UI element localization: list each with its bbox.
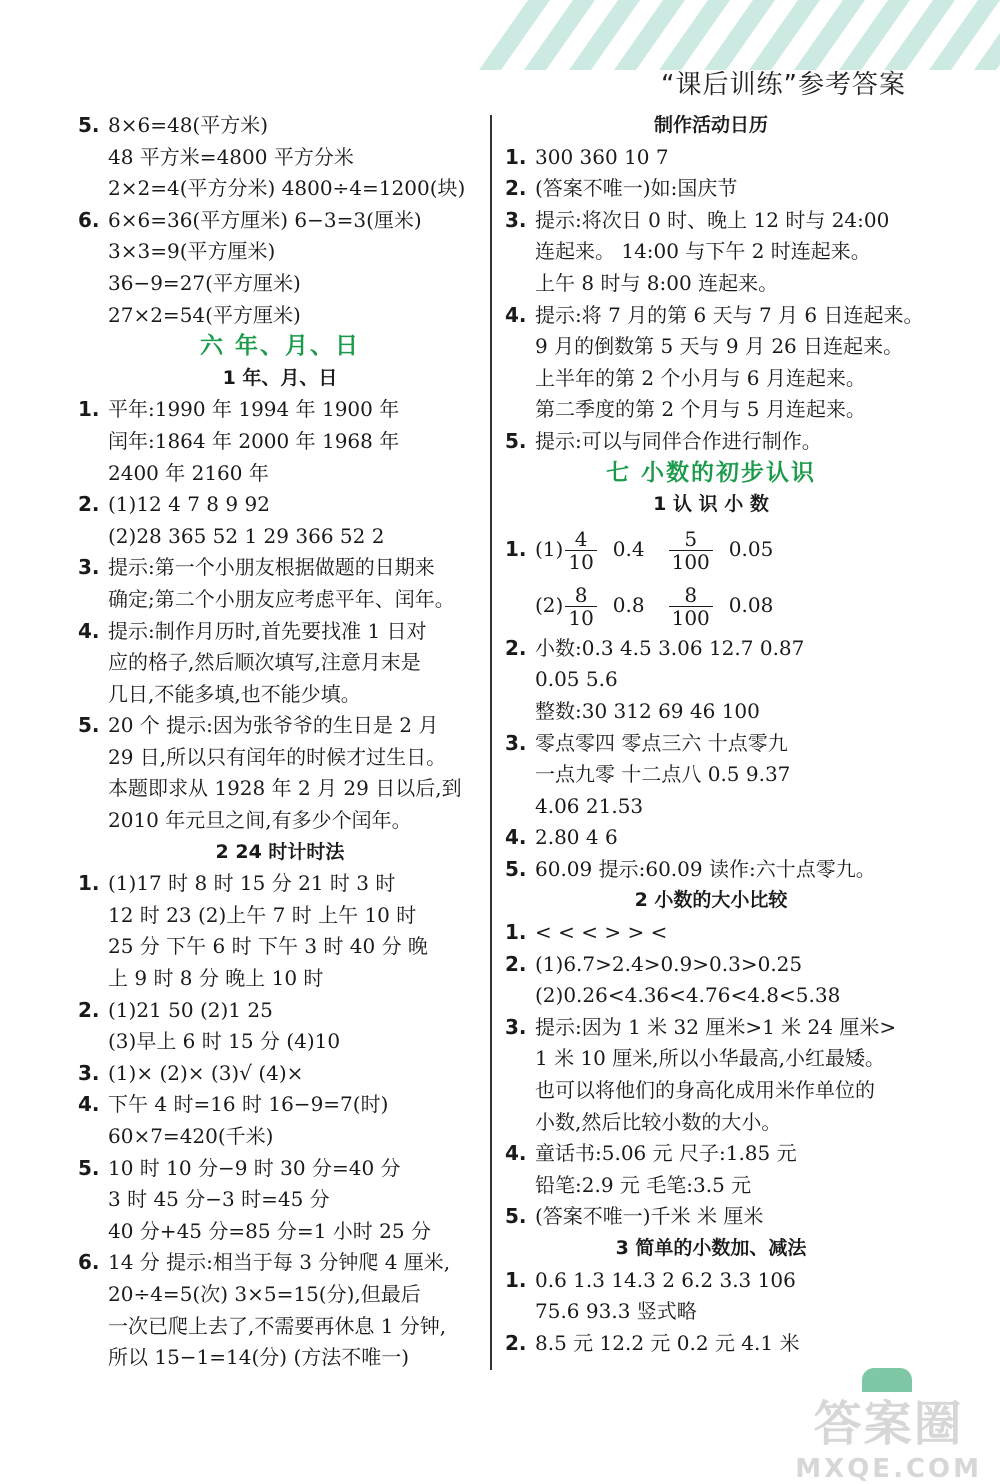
- item-number: 6.: [78, 1250, 100, 1275]
- answer-continuation: [78, 268, 482, 300]
- answer-item: [78, 1058, 482, 1090]
- item-number: 1.: [505, 1267, 527, 1292]
- item-number: 3.: [505, 207, 527, 232]
- section-heading: 1 年、月、日: [222, 366, 338, 389]
- answer-continuation: [505, 664, 917, 696]
- item-number: 4.: [78, 1092, 100, 1117]
- item-text: 48 平方米=4800 平方分米: [108, 144, 354, 169]
- answer-continuation: [78, 1342, 482, 1374]
- answer-continuation: [78, 426, 482, 458]
- item-text: (1)12 4 7 8 9 92: [108, 492, 270, 517]
- item-text: 60×7=420(千米): [108, 1124, 274, 1148]
- section-heading: 3 简单的小数加、减法: [615, 1237, 807, 1259]
- item-text: 应的格子,然后顺次填写,注意月末是: [108, 650, 421, 675]
- fraction-prefix: (1): [535, 536, 564, 561]
- item-text: (1)17 时 8 时 15 分 21 时 3 时: [108, 871, 396, 896]
- answer-item: [78, 616, 482, 648]
- fraction-numerator: 4: [565, 528, 596, 551]
- fraction-numerator: 8: [565, 584, 596, 607]
- answer-continuation: [78, 458, 482, 490]
- column-divider: [490, 115, 492, 1370]
- answer-item: [78, 394, 482, 426]
- answer-continuation: [505, 236, 917, 268]
- item-text: 40 分+45 分=85 分=1 小时 25 分: [108, 1218, 431, 1243]
- answer-continuation: [505, 1296, 917, 1328]
- fraction-denominator: 10: [568, 605, 594, 630]
- section-heading: 2 24 时计时法: [215, 840, 345, 863]
- item-text: 小数,然后比较小数的大小。: [535, 1109, 782, 1134]
- item-number: 2.: [505, 176, 527, 201]
- item-number: 3.: [78, 1060, 100, 1085]
- answer-continuation: [78, 931, 482, 963]
- answer-item: [505, 577, 917, 633]
- item-text: 上午 8 时与 8:00 连起来。: [535, 270, 779, 295]
- answer-item: [505, 1328, 917, 1360]
- answer-item: [505, 633, 917, 665]
- item-number: 5.: [78, 1155, 100, 1180]
- item-text: 铅笔:2.9 元 毛笔:3.5 元: [535, 1172, 752, 1197]
- answer-item: [78, 1089, 482, 1121]
- item-text: 整数:30 312 69 46 100: [535, 698, 760, 723]
- chapter-heading: 六 年、月、日: [199, 333, 360, 360]
- answer-item: [78, 1153, 482, 1185]
- item-text: 所以 15−1=14(分) (方法不唯一): [108, 1345, 410, 1370]
- item-number: 4.: [505, 825, 527, 850]
- item-text: (2)28 365 52 1 29 366 52 2: [108, 523, 385, 548]
- header-decoration: [470, 0, 1000, 70]
- item-text: 本题即求从 1928 年 2 月 29 日以后,到: [108, 776, 462, 801]
- item-text: 27×2=54(平方厘米): [108, 302, 301, 327]
- item-text: 提示:第一个小朋友根据做题的日期来: [108, 555, 435, 580]
- item-text: 几日,不能多填,也不能少填。: [108, 681, 361, 706]
- answer-item: [78, 710, 482, 742]
- answer-item: [78, 995, 482, 1027]
- item-text: (3)早上 6 时 15 分 (4)10: [108, 1029, 341, 1054]
- answer-continuation: [78, 805, 482, 837]
- item-number: 2.: [78, 997, 100, 1022]
- item-text: 10 时 10 分−9 时 30 分=40 分: [108, 1155, 401, 1180]
- answer-continuation: [78, 1216, 482, 1248]
- answer-item: [78, 110, 482, 142]
- answer-continuation: [78, 679, 482, 711]
- answer-continuation: [505, 1170, 917, 1202]
- item-text: 60.09 提示:60.09 读作:六十点零九。: [535, 856, 876, 881]
- answer-item: [505, 728, 917, 760]
- item-text: 平年:1990 年 1994 年 1900 年: [108, 397, 400, 422]
- item-text: 上 9 时 8 分 晚上 10 时: [108, 966, 324, 991]
- answer-continuation: [505, 1075, 917, 1107]
- fraction: [565, 584, 596, 629]
- item-text: 20÷4=5(次) 3×5=15(分),但最后: [108, 1281, 421, 1306]
- item-number: 6.: [78, 207, 100, 232]
- answer-item: [78, 489, 482, 521]
- answer-item: [505, 300, 924, 332]
- item-text: 确定;第二个小朋友应考虑平年、闰年。: [108, 586, 455, 611]
- fraction-numerator: 5: [669, 528, 713, 551]
- answer-item: [78, 868, 482, 900]
- item-text: 2400 年 2160 年: [108, 460, 269, 485]
- item-text: < < < > > <: [535, 920, 668, 945]
- item-text: (2)0.26<4.36<4.76<4.8<5.38: [535, 983, 841, 1008]
- item-text: 3 时 45 分−3 时=45 分: [108, 1187, 330, 1212]
- item-number: 3.: [505, 730, 527, 755]
- answer-item: [78, 552, 482, 584]
- answer-continuation: [505, 331, 917, 363]
- item-text: 闰年:1864 年 2000 年 1968 年: [108, 428, 400, 453]
- item-text: 12 时 23 (2)上午 7 时 上午 10 时: [108, 902, 417, 927]
- answer-item: [505, 949, 917, 981]
- answer-continuation: [78, 773, 482, 805]
- answer-item: [505, 1201, 917, 1233]
- item-text: 300 360 10 7: [535, 144, 669, 169]
- item-text: 0.6 1.3 14.3 2 6.2 3.3 106: [535, 1267, 796, 1292]
- item-number: 2.: [505, 635, 527, 660]
- item-text: 8×6=48(平方米): [108, 113, 269, 137]
- answer-item: [505, 521, 917, 577]
- item-text: 也可以将他们的身高化成用米作单位的: [535, 1078, 875, 1103]
- item-text: 20 个 提示:因为张爷爷的生日是 2 月: [108, 713, 439, 738]
- answer-continuation: [505, 268, 917, 300]
- item-text: 8.5 元 12.2 元 0.2 元 4.1 米: [535, 1330, 800, 1355]
- item-text: 25 分 下午 6 时 下午 3 时 40 分 晚: [108, 934, 428, 959]
- item-number: 1.: [505, 920, 527, 945]
- decimal-value: 0.4: [612, 536, 645, 561]
- item-number: 4.: [78, 618, 100, 643]
- answer-continuation: [78, 1184, 482, 1216]
- item-text: [535, 577, 773, 633]
- answer-continuation: [505, 759, 917, 791]
- answer-item: [505, 1012, 917, 1044]
- item-text: 0.05 5.6: [535, 667, 618, 692]
- item-number: 5.: [78, 113, 100, 137]
- decimal-value: 0.05: [728, 536, 774, 561]
- item-number: 1.: [78, 397, 100, 422]
- fraction-denominator: 100: [671, 605, 710, 630]
- item-text: 上半年的第 2 个小月与 6 月连起来。: [535, 365, 866, 390]
- watermark-logo: [795, 1385, 982, 1484]
- answer-continuation: [78, 584, 482, 616]
- answer-continuation: [505, 363, 917, 395]
- item-text: 14 分 提示:相当于每 3 分钟爬 4 厘米,: [108, 1250, 451, 1275]
- item-text: (1)21 50 (2)1 25: [108, 997, 273, 1022]
- item-number: 4.: [505, 302, 527, 327]
- fraction: [565, 528, 596, 573]
- item-number: 3.: [505, 1014, 527, 1039]
- fraction: [669, 584, 713, 629]
- answer-item: [505, 1138, 917, 1170]
- item-text: (答案不唯一)千米 米 厘米: [535, 1204, 764, 1229]
- left-column: [78, 110, 482, 1374]
- item-text: 29 日,所以只有闰年的时候才过生日。: [108, 744, 447, 769]
- item-text: 2010 年元旦之间,有多少个闰年。: [108, 808, 412, 833]
- answer-continuation: [78, 647, 482, 679]
- answer-continuation: [505, 791, 917, 823]
- item-text: (答案不唯一)如:国庆节: [535, 176, 738, 201]
- item-number: 3.: [78, 555, 100, 580]
- answer-continuation: [78, 900, 482, 932]
- page-header-title: “课后训练”参考答案: [661, 70, 906, 100]
- answer-item: [78, 1247, 482, 1279]
- item-text: 2.80 4 6: [535, 825, 618, 850]
- item-number: 5.: [505, 856, 527, 881]
- item-text: 3×3=9(平方厘米): [108, 239, 276, 264]
- right-column: [505, 110, 924, 1359]
- item-text: 一次已爬上去了,不需要再休息 1 分钟,: [108, 1313, 447, 1338]
- item-number: 2.: [505, 1330, 527, 1355]
- fraction-denominator: 100: [671, 549, 710, 574]
- answer-continuation: [78, 142, 482, 174]
- item-text: 提示:因为 1 米 32 厘米>1 米 24 厘米>: [535, 1014, 897, 1039]
- item-number: 1.: [78, 871, 100, 896]
- item-text: 75.6 93.3 竖式略: [535, 1299, 697, 1324]
- decimal-value: 0.8: [612, 592, 645, 617]
- answer-item: [505, 426, 917, 458]
- item-number: 4.: [505, 1141, 527, 1166]
- item-text: 9 月的倒数第 5 天与 9 月 26 日连起来。: [535, 334, 904, 359]
- item-text: 第二季度的第 2 个月与 5 月连起来。: [535, 397, 866, 422]
- answer-continuation: [78, 300, 482, 332]
- answer-continuation: [78, 521, 482, 553]
- answer-item: [505, 854, 917, 886]
- item-text: (1)6.7>2.4>0.9>0.3>0.25: [535, 951, 803, 976]
- fraction-prefix: (2): [535, 592, 564, 617]
- item-text: 童话书:5.06 元 尺子:1.85 元: [535, 1141, 797, 1166]
- item-text: (1)× (2)× (3)√ (4)×: [108, 1060, 304, 1085]
- item-text: 下午 4 时=16 时 16−9=7(时): [108, 1092, 389, 1117]
- answer-item: [505, 1265, 917, 1297]
- item-text: 提示:将次日 0 时、晚上 12 时与 24:00: [535, 207, 890, 232]
- answer-item: [505, 822, 917, 854]
- item-number: 5.: [78, 713, 100, 738]
- fraction-numerator: 8: [669, 584, 713, 607]
- answer-continuation: [78, 742, 482, 774]
- item-text: 提示:可以与同伴合作进行制作。: [535, 428, 822, 453]
- answer-continuation: [505, 696, 917, 728]
- answer-continuation: [505, 1043, 917, 1075]
- answer-item: [505, 205, 917, 237]
- chapter-heading: 七 小数的初步认识: [605, 459, 816, 486]
- item-text: 1 米 10 厘米,所以小华最高,小红最矮。: [535, 1046, 885, 1071]
- item-text: 提示:制作月历时,首先要找准 1 日对: [108, 618, 427, 643]
- answer-item: [78, 205, 482, 237]
- item-number: 1.: [505, 536, 527, 561]
- section-heading: 1 认 识 小 数: [653, 493, 769, 516]
- answer-continuation: [78, 1026, 482, 1058]
- answer-item: [505, 173, 917, 205]
- item-text: 零点零四 零点三六 十点零九: [535, 730, 788, 755]
- item-number: 5.: [505, 428, 527, 453]
- item-text: [535, 521, 773, 577]
- answer-item: [505, 917, 917, 949]
- item-number: 2.: [505, 951, 527, 976]
- watermark-url: MXQE.COM: [795, 1454, 982, 1484]
- fraction: [669, 528, 713, 573]
- item-number: 5.: [505, 1204, 527, 1229]
- watermark-text: 答案圈: [813, 1396, 964, 1452]
- item-number: 1.: [505, 144, 527, 169]
- answer-continuation: [505, 1107, 917, 1139]
- item-text: 连起来。 14:00 与下午 2 时连起来。: [535, 239, 871, 264]
- item-text: 小数:0.3 4.5 3.06 12.7 0.87: [535, 635, 805, 660]
- answer-continuation: [78, 963, 482, 995]
- item-text: 6×6=36(平方厘米) 6−3=3(厘米): [108, 207, 422, 232]
- item-number: 2.: [78, 492, 100, 517]
- answer-continuation: [78, 236, 482, 268]
- item-text: 2×2=4(平方分米) 4800÷4=1200(块): [108, 176, 466, 201]
- answer-item: [505, 142, 917, 174]
- answer-continuation: [78, 1279, 482, 1311]
- item-text: 一点九零 十二点八 0.5 9.37: [535, 762, 791, 787]
- answer-continuation: [78, 1311, 482, 1343]
- decimal-value: 0.08: [728, 592, 774, 617]
- item-text: 4.06 21.53: [535, 793, 644, 818]
- answer-continuation: [78, 173, 482, 205]
- item-text: 36−9=27(平方厘米): [108, 270, 301, 295]
- section-heading: 2 小数的大小比较: [634, 889, 788, 912]
- fraction-denominator: 10: [568, 549, 594, 574]
- answer-continuation: [505, 394, 917, 426]
- item-text: 提示:将 7 月的第 6 天与 7 月 6 日连起来。: [535, 302, 924, 327]
- answer-continuation: [78, 1121, 482, 1153]
- section-heading: 制作活动日历: [653, 114, 768, 136]
- answer-continuation: [505, 980, 917, 1012]
